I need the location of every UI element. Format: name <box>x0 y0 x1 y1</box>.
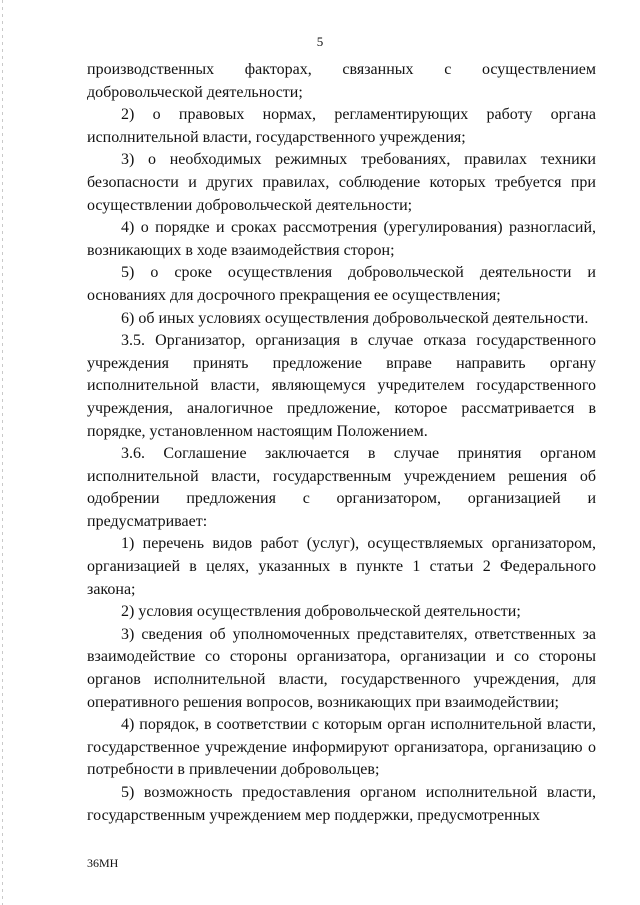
scan-edge-mark <box>2 0 3 905</box>
paragraph-item-3: 3) о необходимых режимных требованиях, правилах техники безопасности и других правилах, соблюдение которых требуется при осуществлении добровольческой деятельности; <box>87 151 596 214</box>
page-number: 5 <box>316 34 324 49</box>
paragraph-item-4: 4) о порядке и сроках рассмотрения (урегулирования) разногласий, возникающих в ходе взаимодействия сторон; <box>87 219 596 259</box>
paragraph-agreement-item-4: 4) порядок, в соответствии с которым орган исполнительной власти, государственное учреждение информируют организатора, организацию о потребности в привлечении добровольцев; <box>87 716 596 779</box>
paragraph-item-5: 5) о сроке осуществления добровольческой деятельности и основаниях для досрочного прекращения ее осуществления; <box>87 264 596 304</box>
paragraph-section-3-6: 3.6. Соглашение заключается в случае принятия органом исполнительной власти, государственным учреждением решения об одобрении предложения с организатором, организацией и предусматривает: <box>87 445 596 530</box>
paragraph-section-3-5: 3.5. Организатор, организация в случае отказа государственного учреждения принять предложение вправе направить органу исполнительной власти, являющемуся учредителем государственного учреждения, аналогичное предложение, которое рассматривается в порядке, установленном настоящим Положением. <box>87 332 596 440</box>
document-body <box>87 59 596 827</box>
paragraph-continuation: производственных факторах, связанных с осуществлением добровольческой деятельности; <box>87 61 596 101</box>
paragraph-agreement-item-2: 2) условия осуществления добровольческой деятельности; <box>121 603 521 621</box>
paragraph-agreement-item-3: 3) сведения об уполномоченных представителях, ответственных за взаимодействие со стороны организатора, организации и со стороны органов исполнительной власти, государственного учреждения, для оперативного решения вопросов, возникающих при взаимодействии; <box>87 625 596 711</box>
document-code: 36МН <box>87 856 119 870</box>
paragraph-item-2: 2) о правовых нормах, регламентирующих работу органа исполнительной власти, государственного учреждения; <box>87 106 596 146</box>
paragraph-agreement-item-1: 1) перечень видов работ (услуг), осуществляемых организатором, организацией в целях, указанных в пункте 1 статьи 2 Федерального закона; <box>87 535 596 598</box>
paragraph-item-6: 6) об иных условиях осуществления добровольческой деятельности. <box>121 309 589 327</box>
paragraph-agreement-item-5: 5) возможность предоставления органом исполнительной власти, государственным учреждением мер поддержки, предусмотренных <box>87 784 596 824</box>
